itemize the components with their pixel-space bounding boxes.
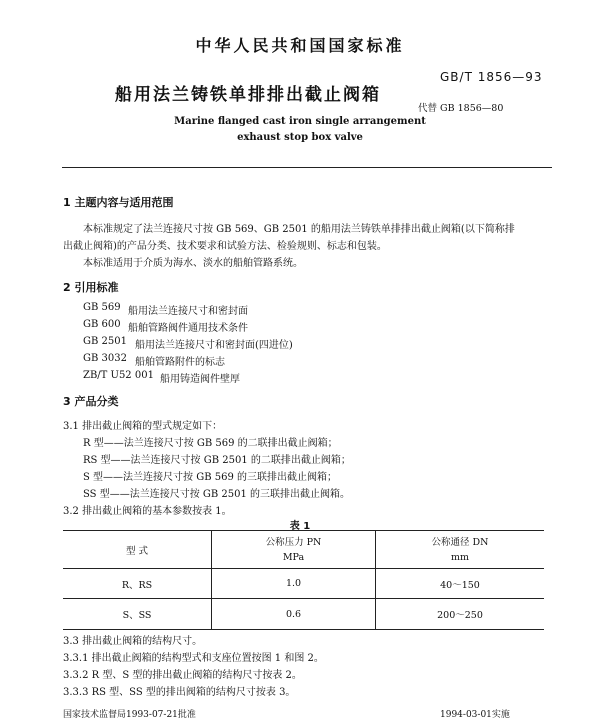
replaces-note: 代替 GB 1856—80	[418, 103, 504, 114]
type-definition: R 型——法兰连接尺寸按 GB 569 的二联排出截止阀箱；	[83, 438, 338, 449]
header-diameter	[376, 531, 545, 569]
ref-code: GB 600	[83, 319, 121, 330]
clause-3-3-3: 3.3.3 RS 型、SS 型的排出阀箱的结构尺寸按表 3。	[63, 687, 296, 698]
type-definition: SS 型——法兰连接尺寸按 GB 2501 的三联排出截止阀箱。	[83, 489, 351, 500]
ref-desc: 船舶管路附件的标志	[135, 357, 225, 368]
document-title: 船用法兰铸铁单排排出截止阀箱	[115, 85, 381, 105]
standard-header: 中华人民共和国国家标准	[195, 36, 405, 55]
section-1-paragraph-1-line-2: 出截止阀箱)的产品分类、技术要求和试验方法、检验规则、标志和包装。	[63, 241, 387, 252]
clause-3-2: 3.2 排出截止阀箱的基本参数按表 1。	[63, 506, 232, 517]
table-1-caption: 表 1	[289, 521, 311, 532]
english-title-line2: exhaust stop box valve	[237, 132, 363, 143]
clause-3-3-2: 3.3.2 R 型、S 型的排出截止阀箱的结构尺寸按表 2。	[63, 670, 302, 681]
header-pressure	[212, 531, 376, 569]
ref-desc: 船用法兰连接尺寸和密封面	[128, 306, 248, 317]
type-definition: S 型——法兰连接尺寸按 GB 569 的三联排出截止阀箱；	[83, 472, 337, 483]
cell-diameter: 40～150	[376, 569, 545, 599]
type-definition: RS 型——法兰连接尺寸按 GB 2501 的二联排出截止阀箱；	[83, 455, 351, 466]
clause-3-1: 3.1 排出截止阀箱的型式规定如下：	[63, 421, 223, 432]
header-diameter-label: 公称通径 DN	[431, 536, 489, 548]
table-1	[63, 530, 544, 630]
header-pressure-label: 公称压力 PN	[265, 536, 322, 548]
cell-type: R、RS	[63, 569, 212, 599]
header-type: 型 式	[63, 531, 212, 569]
ref-desc: 船用铸造阀件壁厚	[160, 374, 240, 385]
title-divider	[62, 167, 552, 168]
section-2-heading: 2 引用标准	[63, 281, 119, 294]
clause-3-3-1: 3.3.1 排出截止阀箱的结构型式和支座位置按图 1 和图 2。	[63, 653, 324, 664]
table-row	[63, 599, 544, 630]
footer-approval: 国家技术监督局1993-07-21批准	[63, 710, 196, 720]
ref-code: ZB/T U52 001	[83, 370, 154, 381]
cell-pressure: 0.6	[212, 599, 376, 630]
section-3-heading: 3 产品分类	[63, 395, 119, 408]
cell-pressure: 1.0	[212, 569, 376, 599]
footer-effective-date: 1994-03-01实施	[440, 710, 510, 720]
table-header-row	[63, 531, 544, 569]
section-1-heading: 1 主题内容与适用范围	[63, 196, 174, 209]
header-diameter-unit: mm	[450, 551, 470, 563]
cell-type: S、SS	[63, 599, 212, 630]
section-1-paragraph-1-line-1: 本标准规定了法兰连接尺寸按 GB 569、GB 2501 的船用法兰铸铁单排排出截止阀箱(以下简称排	[83, 224, 515, 235]
table-row	[63, 569, 544, 599]
cell-diameter: 200～250	[376, 599, 545, 630]
ref-desc: 船用法兰连接尺寸和密封面(四进位)	[135, 340, 293, 351]
ref-desc: 船舶管路阀件通用技术条件	[128, 323, 248, 334]
section-1-paragraph-2: 本标准适用于介质为海水、淡水的船舶管路系统。	[83, 258, 303, 269]
ref-code: GB 569	[83, 302, 121, 313]
english-title-line1: Marine flanged cast iron single arrangement	[174, 116, 426, 127]
ref-code: GB 2501	[83, 336, 127, 347]
clause-3-3: 3.3 排出截止阀箱的结构尺寸。	[63, 636, 203, 647]
header-pressure-unit: MPa	[282, 551, 305, 563]
standard-number: GB/T 1856—93	[440, 70, 543, 84]
ref-code: GB 3032	[83, 353, 127, 364]
